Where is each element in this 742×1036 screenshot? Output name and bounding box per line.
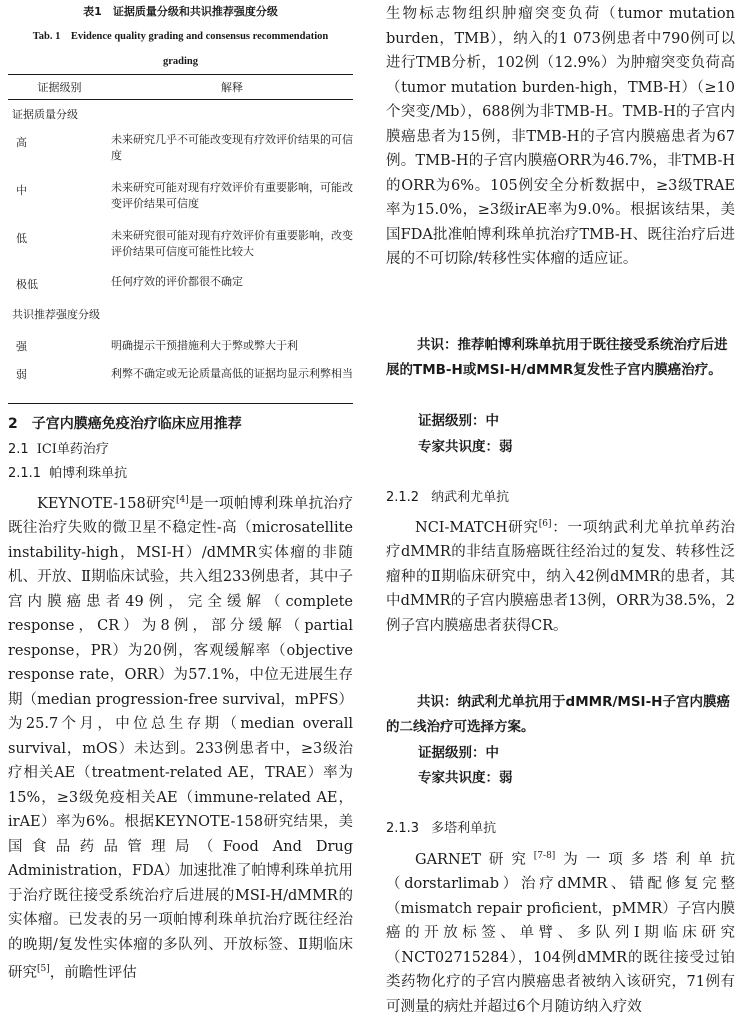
table-row: 强 明确提示干预措施利大于弊或弊大于利	[16, 338, 298, 353]
paragraph-tmb: 生物标志物组织肿瘤突变负荷（tumor mutation burden，TMB），纳入的1 073例患者中790例可以进行TMB分析，102例（12.9%）为肿瘤突变负荷高（tumor mutation burden-high，TMB-H）（≥10个突变/Mb），688例为非TMB-H。TMB-H的子宫内膜癌患者为15例，非TMB-H的子宫内膜癌患者为67例。TMB-H的子宫内膜癌ORR为46.7%，非TMB-H的ORR为6%。105例安全分析数据中，≥3级TRAE率为15.0%，≥3级irAE率为9.0%。根据该结果，美国FDA批准帕博利珠单抗治疗TMB-H、既往治疗后进展的不可切除/转移性实体瘤的适应证。	[386, 6, 735, 267]
left-column	[8, 0, 353, 982]
table-row: 低 未来研究很可能对现有疗效评价有重要影响，改变评价结果可信度可能性比较大	[16, 228, 353, 258]
table-title-cn: 表1 证据质量分级和共识推荐强度分级	[83, 5, 278, 18]
table-row: 弱 利弊不确定或无论质量高低的证据均显示利弊相当	[8, 362, 353, 404]
subsection-heading-2-1-3: 2.1.3 多塔利单抗	[386, 821, 497, 836]
section-heading-2: 2 子宫内膜癌免疫治疗临床应用推荐	[8, 416, 242, 432]
citation-ref: [5]	[37, 964, 50, 975]
expert-consensus-degree-2: 专家共识度：弱	[418, 770, 513, 786]
table-row: 高 未来研究几乎不可能改变现有疗效评价结果的可信度	[16, 132, 353, 162]
paragraph-nci-match: NCI-MATCH研究[6]：一项纳武利尤单抗单药治疗dMMR的非结直肠癌既往经治过的复发、转移性泛瘤种的Ⅱ期临床研究中，纳入42例dMMR的患者，其中dMMR的子宫内膜癌患者13例，ORR为38.5%，2例子宫内膜癌患者获得CR。	[386, 519, 735, 634]
expert-consensus-degree-1: 专家共识度：弱	[418, 439, 513, 455]
table-group-evidence-quality: 证据质量分级	[12, 108, 78, 121]
subsection-heading-2-1-2: 2.1.2 纳武利尤单抗	[386, 490, 510, 505]
column-header-level: 证据级别	[8, 75, 111, 100]
table-title-en: Tab. 1 Evidence quality grading and consensus recommendation grading	[32, 31, 329, 67]
evidence-level-2: 证据级别：中	[418, 745, 499, 761]
citation-ref: [6]	[538, 519, 552, 529]
table-row: 极低 任何疗效的评价都很不确定	[16, 274, 243, 291]
column-header-description: 解释	[111, 75, 353, 100]
paragraph-garnet: GARNET研究[7-8]为一项多塔利单抗（dorstarlimab）治疗dMMR、错配修复完整（mismatch repair proficient，pMMR）子宫内膜癌的开放标签、单臂、多队列Ⅰ期临床研究（NCT02715284），104例dMMR的既往接受过铂类药物化疗的子宫内膜癌患者被纳入该研究，71例有可测量的病灶并超过6个月随访纳入疗效	[386, 851, 735, 1015]
table-row: 中 未来研究可能对现有疗效评价有重要影响，可能改变评价结果可信度	[16, 180, 353, 210]
evidence-level-1: 证据级别：中	[418, 413, 499, 429]
subsection-heading-2-1-1: 2.1.1 帕博利珠单抗	[8, 466, 128, 481]
evidence-grading-table	[8, 74, 353, 404]
subsection-heading-2-1: 2.1 ICI单药治疗	[8, 442, 109, 457]
citation-ref: [4]	[175, 495, 189, 505]
consensus-nivolumab: 共识：纳武利尤单抗用于dMMR/MSI-H子宫内膜癌的二线治疗可选择方案。	[386, 694, 730, 735]
citation-ref: [7-8]	[533, 851, 556, 861]
table-group-recommendation-strength: 共识推荐强度分级	[12, 307, 100, 321]
consensus-pembrolizumab: 共识：推荐帕博利珠单抗用于既往接受系统治疗后进展的TMB-H或MSI-H/dMMR复发性子宫内膜癌治疗。	[386, 337, 728, 378]
paragraph-keynote158: KEYNOTE-158研究[4]是一项帕博利珠单抗治疗既往治疗失败的微卫星不稳定性-高（microsatellite instability-high，MSI-H）/dMMR实体瘤的非随机、开放、Ⅱ期临床试验，共入组233例患者，其中子宫内膜癌患者49例，完全缓解（complete response，CR）为8例，部分缓解（partial response，PR）为20例，客观缓解率（objective response rate，ORR）为57.1%，中位无进展生存期（median progression-free survival，mPFS）为25.7个月，中位总生存期（median overall survival，mOS）未达到。233例患者中，≥3级治疗相关AE（treatment-related AE，TRAE）率为15%，≥3级免疫相关AE（immune-related AE，irAE）率为6%。根据KEYNOTE-158研究结果，美国食品药品管理局（Food And Drug Administration，FDA）加速批准了帕博利珠单抗用于治疗既往接受系统治疗后进展的MSI-H/dMMR的实体瘤。已发表的另一项帕博利珠单抗治疗既往经治的晚期/复发性实体瘤的多队列、开放标签、Ⅱ期临床研究[5]，前瞻性评估	[8, 495, 353, 982]
